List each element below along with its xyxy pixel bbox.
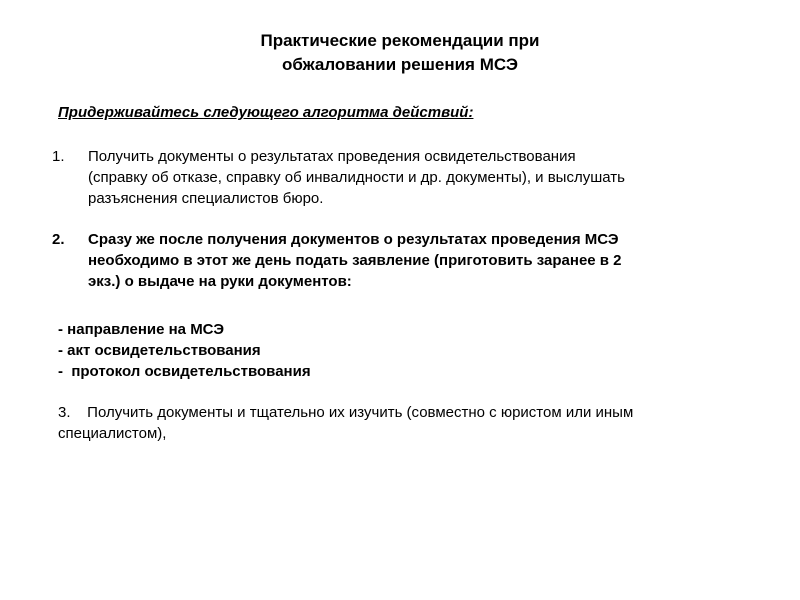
list-item-line: необходимо в этот же день подать заявление (приготовить заранее в 2 [88, 252, 622, 269]
list-item-text [88, 146, 768, 209]
list-item-3 [58, 402, 633, 444]
list-item-number: 1. [52, 148, 65, 165]
list-item-line: экз.) о выдаче на руки документов: [88, 273, 352, 290]
list-item-number: 2. [52, 231, 65, 248]
list-item-line: (справку об отказе, справку об инвалидности и др. документы), и выслушать [88, 169, 625, 186]
documents-list [58, 319, 311, 382]
list-item-line: специалистом), [58, 425, 167, 442]
list-item-line: Получить документы о результатах проведения освидетельствования [88, 148, 576, 165]
page-title-line-1: Практические рекомендации при [260, 31, 540, 50]
page-title-line-2: обжаловании решения МСЭ [281, 55, 519, 74]
section-heading: Придерживайтесь следующего алгоритма действий: [58, 104, 474, 121]
page-title [0, 29, 800, 77]
list-item-line: Сразу же после получения документов о результатах проведения МСЭ [88, 231, 619, 248]
documents-list-item: - акт освидетельствования [58, 342, 261, 359]
list-item-text [88, 229, 768, 292]
documents-list-item: - направление на МСЭ [58, 321, 224, 338]
list-item-line: разъяснения специалистов бюро. [88, 190, 324, 207]
documents-list-item: - протокол освидетельствования [58, 363, 311, 380]
list-item-line: 3. Получить документы и тщательно их изучить (совместно с юристом или иным [58, 404, 634, 421]
